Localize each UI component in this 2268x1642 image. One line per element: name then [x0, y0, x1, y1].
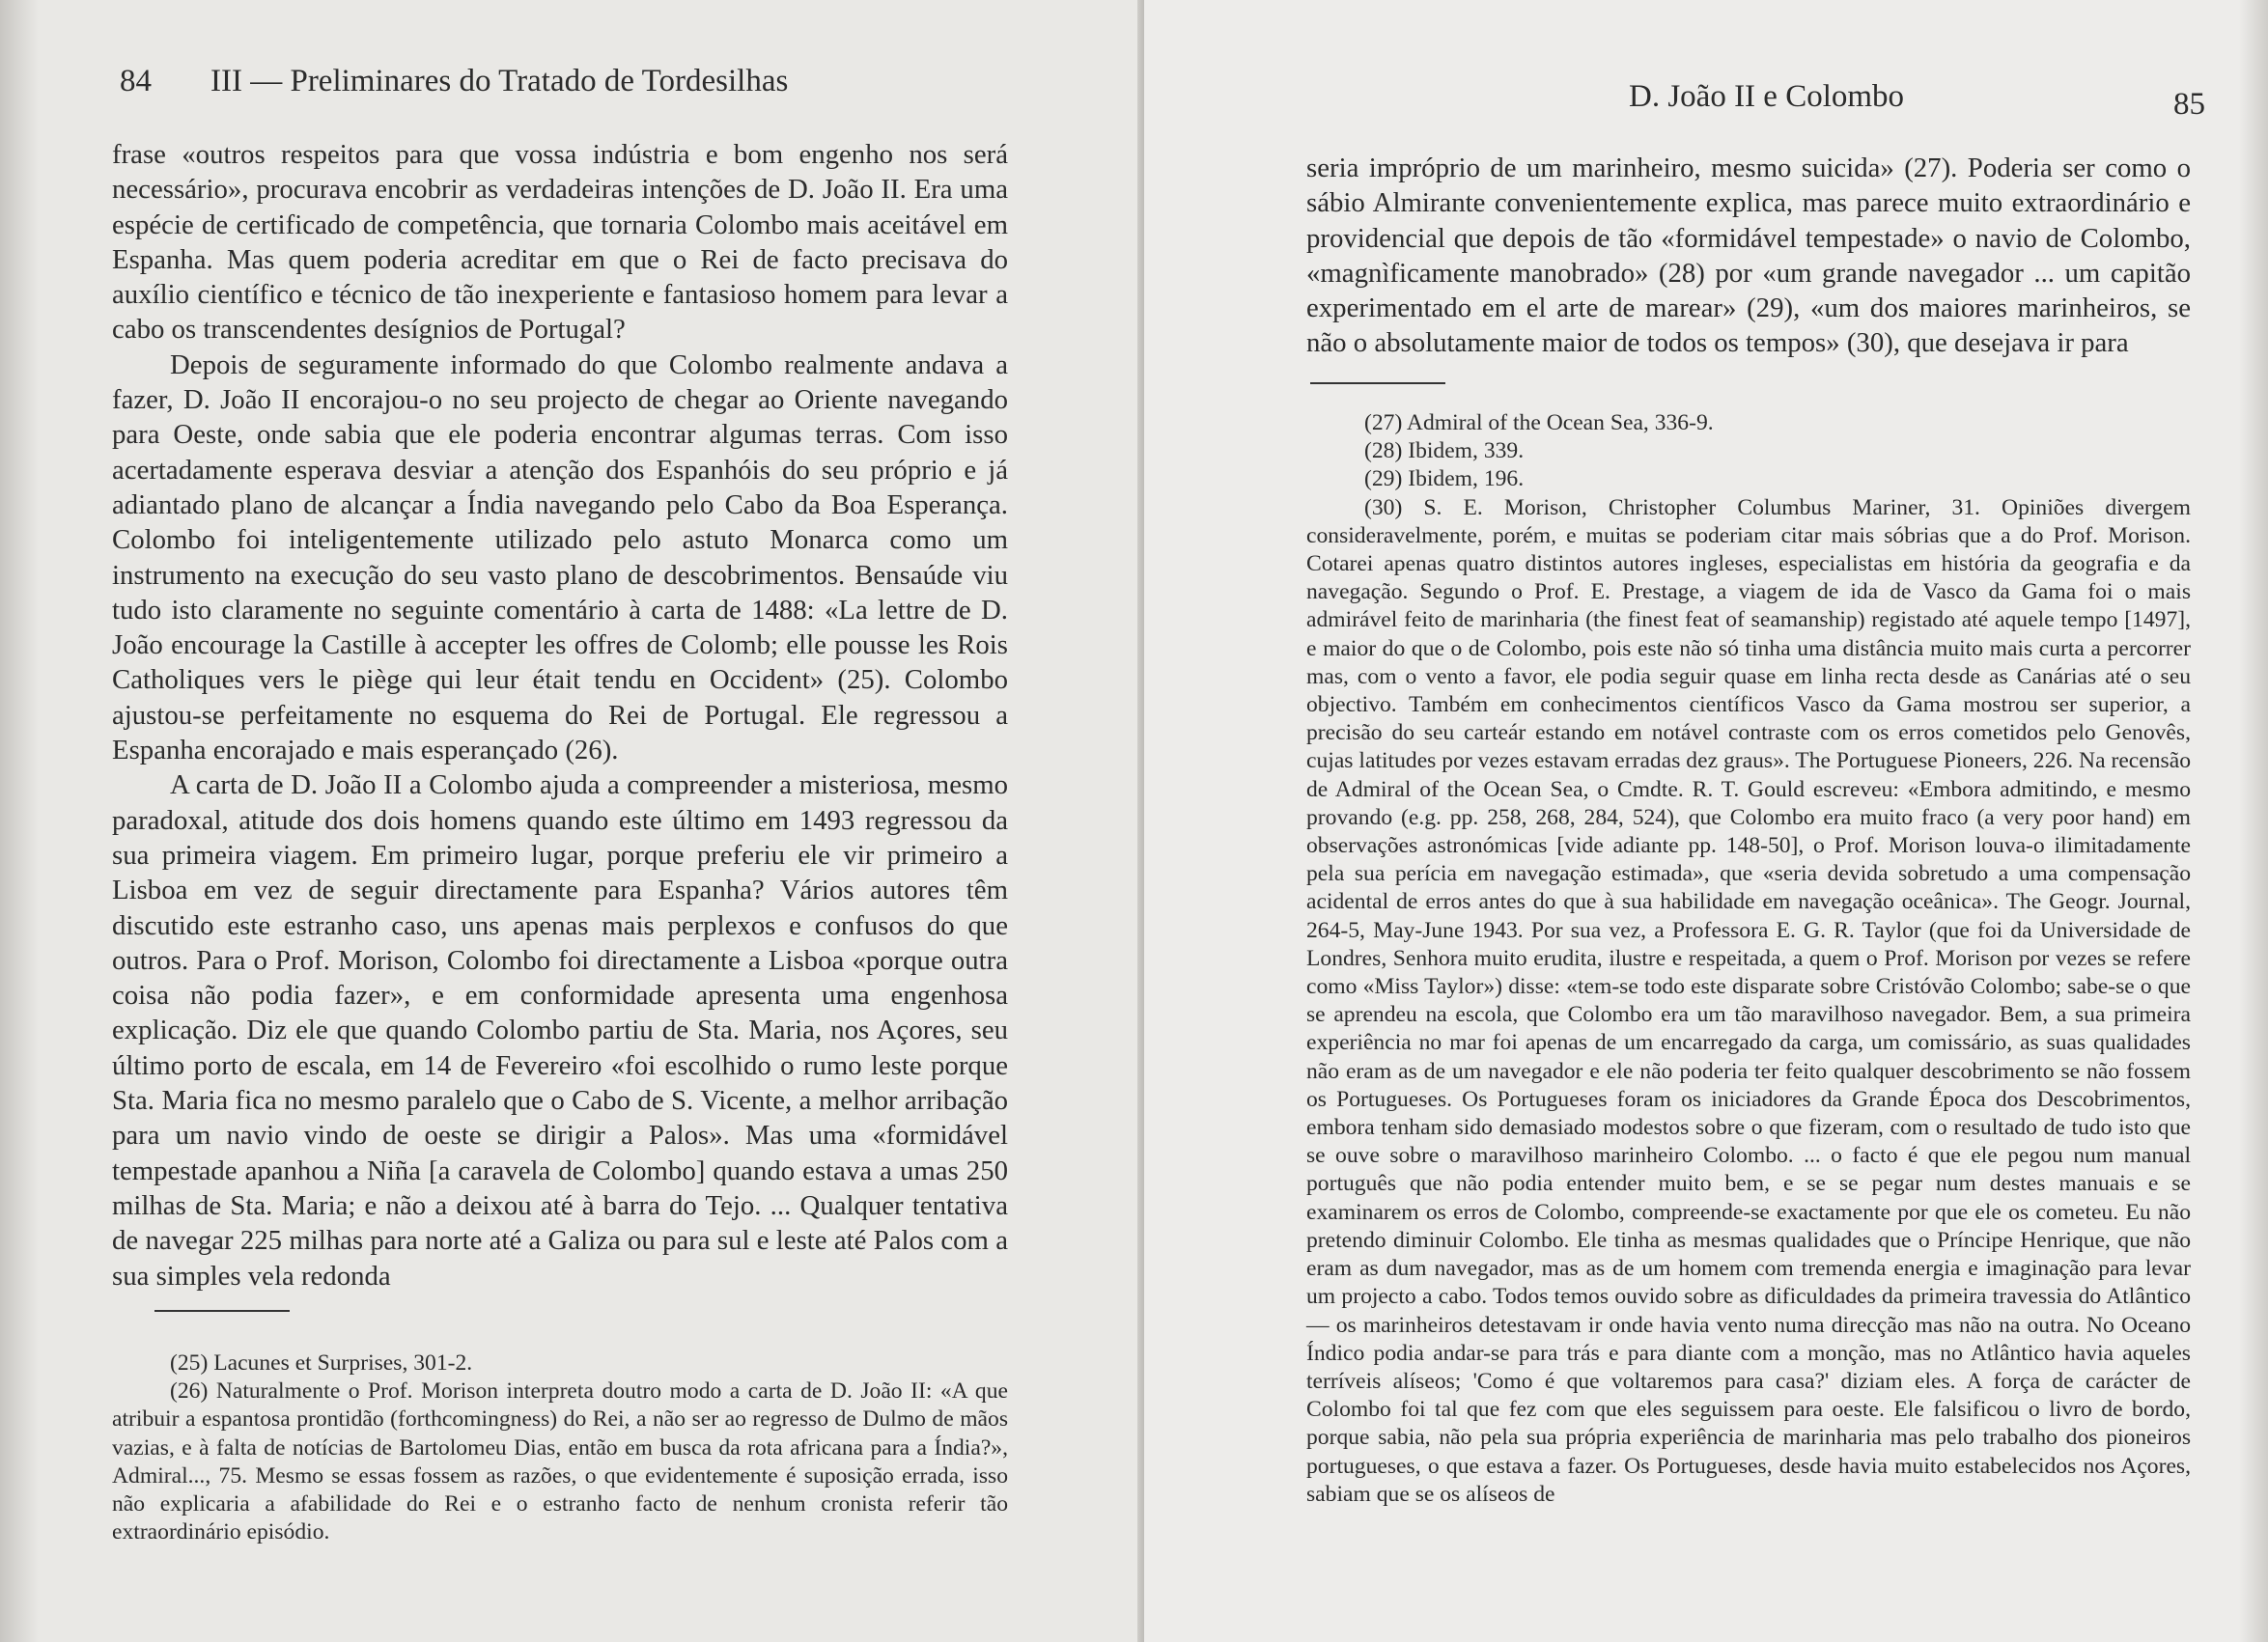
footnote-29: (29) Ibidem, 196. — [1364, 466, 1525, 492]
footnote-rule — [1310, 382, 1445, 384]
left-paragraph-1: frase «outros respeitos para que vossa indústria e bom engenho nos será necessário», procurava encobrir as verdadeiras intenções de D. João II. Era uma espécie de certificado de competência, que tornaria Colombo mais aceitável em Espanha. Mas quem poderia acreditar em que o Rei de facto precisava do auxílio científico e técnico de tão inexperiente e fantasioso homem para levar a cabo os transcendentes desígnios de Portugal? — [112, 139, 1008, 346]
right-page-number: 85 — [2173, 87, 2205, 122]
left-body — [112, 137, 1008, 1294]
footnote-30: (30) S. E. Morison, Christopher Columbus Mariner, 31. Opiniões divergem consideravelmente, porém, e muitas se poderiam citar mais sóbrias que a do Prof. Morison. Cotarei apenas quatro distintos autores ingleses, especialistas em história da geografia e da navegação. Segundo o Prof. E. Prestage, a viagem de ida de Vasco da Gama foi o mais admirável feito de marinharia (the finest feat of seamanship) registado até aquele tempo [1497], e maior do que o de Colombo, pois este não só tinha uma distância muito mais curta a percorrer mas, com o vento a favor, ele podia seguir quase em linha recta desde as Canárias até o seu objectivo. Também em conhecimentos científicos Vasco da Gama mostrou ser superior, a precisão do seu carteár estando em notável contraste com os erros cometidos pelo Genovês, cujas latitudes por vezes estavam erradas dez graus». The Portuguese Pioneers, 226. Na recensão de Admiral of the Ocean Sea, o Cmdte. R. T. Gould escreveu: «Embora admitindo, e mesmo provando (e.g. pp. 258, 268, 284, 524), que Colombo era muito fraco (a very poor hand) em observações astronómicas [vide adiante pp. 148-50], o Prof. Morison louva-o ilimitadamente pela sua perícia em navegação estimada», que «seria devida sobretudo a uma compensação acidental de erros antes do que à sua habilidade em navegação oceânica». The Geogr. Journal, 264-5, May-June 1943. Por sua vez, a Professora E. G. R. Taylor (que foi da Universidade de Londres, Senhora muito erudita, ilustre e respeitada, a quem o Prof. Morison por vezes se refere como «Miss Taylor») disse: «tem-se todo este disparate sobre Cristóvão Colombo; sabe-se o que se aprendeu na escola, que Colombo era um tão maravilhoso navegador. Bem, a sua primeira experiência no mar foi apenas de um encarregado da carga, um comissário, as suas qualidades não eram as de um navegador e ele não poderia ter feito qualquer descobrimento se não fossem os Portugueses. Os Portugueses foram os iniciadores da Grande Época dos Descobrimentos, embora tenham sido demasiado modestos sobre o que fizeram, com o resultado de tudo isto que se ouve sobre o maravilhoso marinheiro Colombo. ... o facto é que ele pegou num manual português que não podia entender muito bem, e se se pegar num destes manuais e se examinarem os erros de Colombo, compreende-se exactamente por que ele os cometeu. Eu não pretendo diminuir Colombo. Ele tinha as mesmas qualidades que o Príncipe Henrique, que não eram as dum navegador, mas as de um homem com tremenda energia e imaginação para levar um projecto a cabo. Todos temos ouvido sobre as dificuldades da primeira travessia do Atlântico — os marinheiros detestavam ir onde havia vento numa direcção mas não na outra. No Oceano Índico podia andar-se para trás e para diante com a monção, mas no Atlântico havia aqueles terríveis alíseos; 'Como é que voltaremos para casa?' diziam eles. A força de carácter de Colombo foi tal que fez com que eles seguissem para oeste. Ele falsificou o livro de bordo, porque sabia, não pela sua própria experiência de marinharia mas pelo trabalho dos pioneiros portugueses, o que estava a fazer. Os Portugueses, desde havia muito estabelecidos nos Açores, sabiam que se os alíseos de — [1306, 494, 2191, 1507]
left-paragraph-2: Depois de seguramente informado do que Colombo realmente andava a fazer, D. João II encorajou-o no seu projecto de chegar ao Oriente navegando para Oeste, onde sabia que ele poderia encontrar algumas terras. Com isso acertadamente esperava desviar a atenção dos Espanhóis do seu próprio e já adiantado plano de alcançar a Índia navegando pelo Cabo da Boa Esperança. Colombo foi inteligentemente utilizado pelo astuto Monarca como um instrumento na execução do seu vasto plano de descobrimentos. Bensaúde viu tudo isto claramente no seguinte comentário à carta de 1488: «La lettre de D. João encourage la Castille à accepter les offres de Colomb; elle pousse les Rois Catholiques vers le piège qui leur était tendu en Occident» (25). Colombo ajustou-se perfeitamente no esquema do Rei de Portugal. Ele regressou a Espanha encorajado e mais esperançado (26). — [112, 348, 1008, 766]
right-paragraph-1: seria impróprio de um marinheiro, mesmo suicida» (27). Poderia ser como o sábio Almirante convenientemente explica, mas parece muito extraordinário e providencial que depois de tão «formidável tempestade» o navio de Colombo, «magnìficamente manobrado» (28) por «um grande navegador ... um capitão experimentado em el arte de marear» (29), «um dos maiores marinheiros, se não o absolutamente maior de todos os tempos» (30), que desejava ir para — [1306, 153, 2191, 359]
page-edge-shadow — [0, 0, 39, 1642]
right-running-title: D. João II e Colombo — [1629, 79, 1905, 114]
page-edge-shadow — [2239, 0, 2268, 1642]
footnote-26: (26) Naturalmente o Prof. Morison interpreta doutro modo a carta de D. João II: «A que atribuir a espantosa prontidão (forthcomingness) do Rei, a não ser ao regresso de Dulmo de mãos vazias, e à falta de notícias de Bartolomeu Dias, então em busca da rota africana para a Índia?», Admiral..., 75. Mesmo se essas fossem as razões, o que evidentemente é suposição errada, isso não explicaria a afabilidade do Rei e o estranho facto de nenhum cronista referir tão extraordinário episódio. — [112, 1378, 1008, 1545]
left-footnotes — [112, 1350, 1008, 1546]
left-page-number: 84 — [120, 64, 152, 98]
left-paragraph-3: A carta de D. João II a Colombo ajuda a compreender a misteriosa, mesmo paradoxal, atitude dos dois homens quando este último em 1493 regressou da sua primeira viagem. Em primeiro lugar, porque preferiu ele vir primeiro a Lisboa em vez de seguir directamente para Espanha? Vários autores têm discutido este estranho caso, uns apenas mais perplexos e confusos do que outros. Para o Prof. Morison, Colombo foi directamente a Lisboa «porque outra coisa não podia fazer», e em conformidade apresenta uma engenhosa explicação. Diz ele que quando Colombo partiu de Sta. Maria, nos Açores, seu último porto de escala, em 14 de Fevereiro «foi escolhido o rumo leste porque Sta. Maria fica no mesmo paralelo que o Cabo de S. Vicente, a melhor arribação para um navio vindo de oeste se dirigir a Palos». Mas uma «formidável tempestade apanhou a Niña [a caravela de Colombo] quando estava a umas 250 milhas de Sta. Maria; e não a deixou até à barra do Tejo. ... Qualquer tentativa de navegar 225 milhas para norte até a Galiza ou para sul e leste até Palos com a sua simples vela redonda — [112, 769, 1008, 1292]
right-body — [1306, 151, 2191, 361]
right-page — [1144, 0, 2268, 1642]
footnote-27: (27) Admiral of the Ocean Sea, 336-9. — [1364, 410, 1714, 435]
left-running-title: III — Preliminares do Tratado de Tordesilhas — [210, 64, 789, 98]
right-footnotes — [1306, 409, 2191, 1509]
footnote-rule — [154, 1310, 290, 1312]
footnote-28: (28) Ibidem, 339. — [1364, 438, 1525, 464]
footnote-25: (25) Lacunes et Surprises, 301-2. — [170, 1350, 473, 1376]
